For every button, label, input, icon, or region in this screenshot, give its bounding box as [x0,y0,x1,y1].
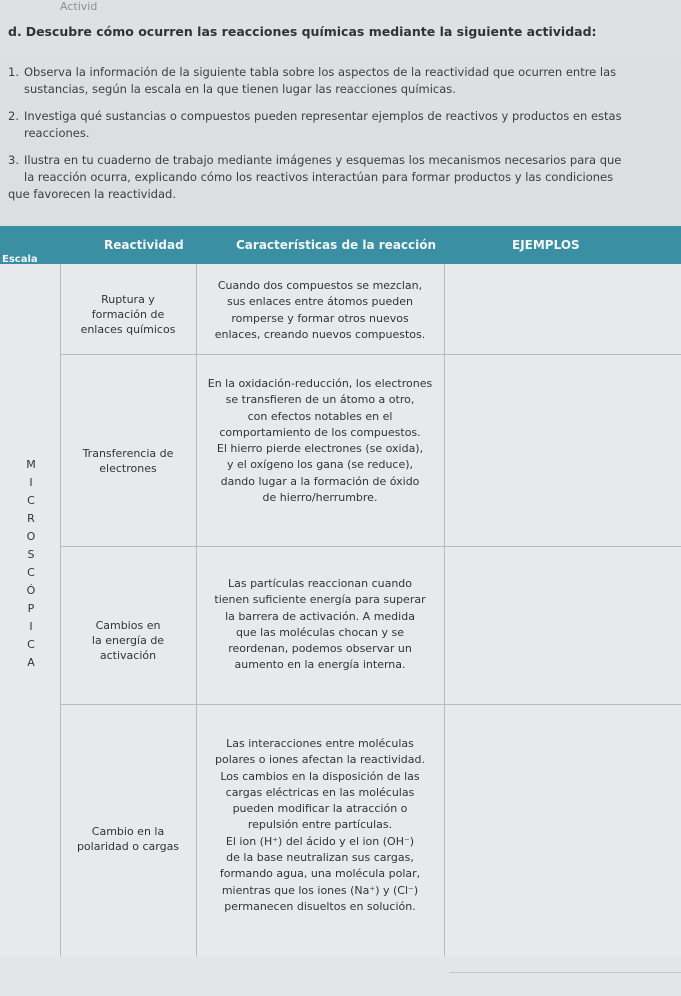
caracteristicas-line: formando agua, una molécula polar, [219,867,421,881]
column-divider [196,264,197,956]
instruction-number: 3. [8,153,19,167]
escala-letter: C [27,494,35,507]
reactividad-cell [60,446,196,476]
caracteristicas-line: permanecen disueltos en solución. [224,899,416,913]
caracteristicas-line: Las partículas reaccionan cuando [227,577,413,590]
caracteristicas-line: Cuando dos compuestos se mezclan, [217,279,423,292]
instruction-number: 1. [8,65,19,79]
caracteristicas-cell [198,278,442,343]
reactividad-cell [60,824,196,854]
instruction-line: reacciones. [24,126,90,140]
header-ejemplos: EJEMPLOS [512,238,580,252]
escala-letter: P [27,602,35,615]
escala-letter: A [27,656,35,669]
escala-letter: O [26,530,36,543]
escala-letter: I [29,476,33,489]
header-caracteristicas: Características de la reacción [236,238,437,252]
caracteristicas-line: polares o iones afectan la reactividad. [215,753,425,767]
caracteristicas-line: con efectos notables en el [247,409,393,423]
escala-letter: C [27,566,35,579]
instruction-3 [8,152,678,203]
instruction-number: 2. [8,109,19,123]
caracteristicas-line: aumento en la energía interna. [234,658,406,672]
instruction-2 [8,108,678,142]
escala-letter: S [27,548,35,561]
instruction-line: la reacción ocurra, explicando cómo los reactivos interactúan para formar productos y las condiciones [24,170,614,184]
activity-title [8,24,668,39]
caracteristicas-line: mientras que los iones (Na⁺) y (Cl⁻) [221,883,419,897]
caracteristicas-line: El ion (H⁺) del ácido y el ion (OH⁻) [225,834,415,848]
instruction-line: sustancias, según la escala en la que tienen lugar las reacciones químicas. [24,82,456,96]
instruction-line: Investiga qué sustancias o compuestos pueden representar ejemplos de reactivos y productos en estas [24,109,622,123]
ejemplos-cell[interactable] [445,705,681,956]
reactividad-line: Cambio en la [91,825,165,838]
caracteristicas-line: pueden modificar la atracción o [232,802,408,816]
instruction-1 [8,64,678,98]
caracteristicas-line: Las interacciones entre moléculas [226,737,414,750]
caracteristicas-line: se transfieren de un átomo a otro, [225,393,415,407]
caracteristicas-line: En la oxidación-reducción, los electrones [207,377,433,390]
caracteristicas-line: repulsión entre partículas. [247,818,393,832]
header-escala: Escala [2,254,38,265]
caracteristicas-line: de hierro/herrumbre. [262,491,378,505]
caracteristicas-line: que las moléculas chocan y se [235,625,405,639]
caracteristicas-line: comportamiento de los compuestos. [219,425,421,439]
reactividad-line: Cambios en [95,619,161,632]
caracteristicas-line: cargas eléctricas en las moléculas [225,785,415,799]
caracteristicas-line: sus enlaces entre átomos pueden [226,295,413,309]
reactividad-line: enlaces químicos [80,323,176,336]
caracteristicas-line: Los cambios en la disposición de las [220,769,420,783]
instruction-line: Ilustra en tu cuaderno de trabajo mediante imágenes y esquemas los mecanismos necesarios para que [24,153,622,167]
escala-letter: C [27,638,35,651]
ejemplos-cell[interactable] [445,265,681,354]
reactividad-line: polaridad o cargas [76,840,180,853]
caracteristicas-line: reordenan, podemos observar un [228,642,412,656]
caracteristicas-line: y el oxígeno los gana (se reduce), [226,458,414,472]
caracteristicas-line: romperse y formar otros nuevos [231,311,409,325]
escala-letter: Ó [26,584,36,597]
escala-microscopica [24,456,38,672]
caracteristicas-cell [198,376,442,506]
caracteristicas-line: tienen suficiente energía para superar [214,593,426,607]
reactividad-line: formación de [91,308,165,321]
reactividad-line: Transferencia de [82,447,174,460]
caracteristicas-cell [198,576,442,674]
reactividad-cell [60,292,196,337]
instruction-line: Observa la información de la siguiente tabla sobre los aspectos de la reactividad que ocurren entre las [24,65,617,79]
reactividad-line: electrones [99,462,157,475]
reactividad-line: activación [99,649,157,662]
header-reactividad: Reactividad [104,238,184,252]
reactividad-cell [60,618,196,663]
activity-letter: d. [8,24,22,39]
ejemplos-cell[interactable] [445,355,681,546]
escala-letter: R [27,512,35,525]
activity-title-text: Descubre cómo ocurren las reacciones químicas mediante la siguiente actividad: [25,24,597,39]
reactividad-line: Ruptura y [101,293,155,306]
reactividad-line: la energía de [91,634,165,647]
page-bottom-rule [450,972,681,973]
ejemplos-cell[interactable] [445,547,681,704]
reactivity-table [0,226,681,956]
caracteristicas-line: El hierro pierde electrones (se oxida), [216,442,424,456]
caracteristicas-cell [198,736,442,915]
instruction-line: que favorecen la reactividad. [8,187,176,201]
caracteristicas-line: enlaces, creando nuevos compuestos. [214,327,426,341]
page-bottom-margin [0,956,681,996]
caracteristicas-line: de la base neutralizan sus cargas, [226,851,414,865]
table-header [0,226,681,264]
escala-letter: M [26,458,36,471]
caracteristicas-line: la barrera de activación. A medida [225,609,415,623]
escala-letter: I [29,620,33,633]
header-tab-fragment: Activid [60,0,98,13]
caracteristicas-line: dando lugar a la formación de óxido [220,474,420,488]
